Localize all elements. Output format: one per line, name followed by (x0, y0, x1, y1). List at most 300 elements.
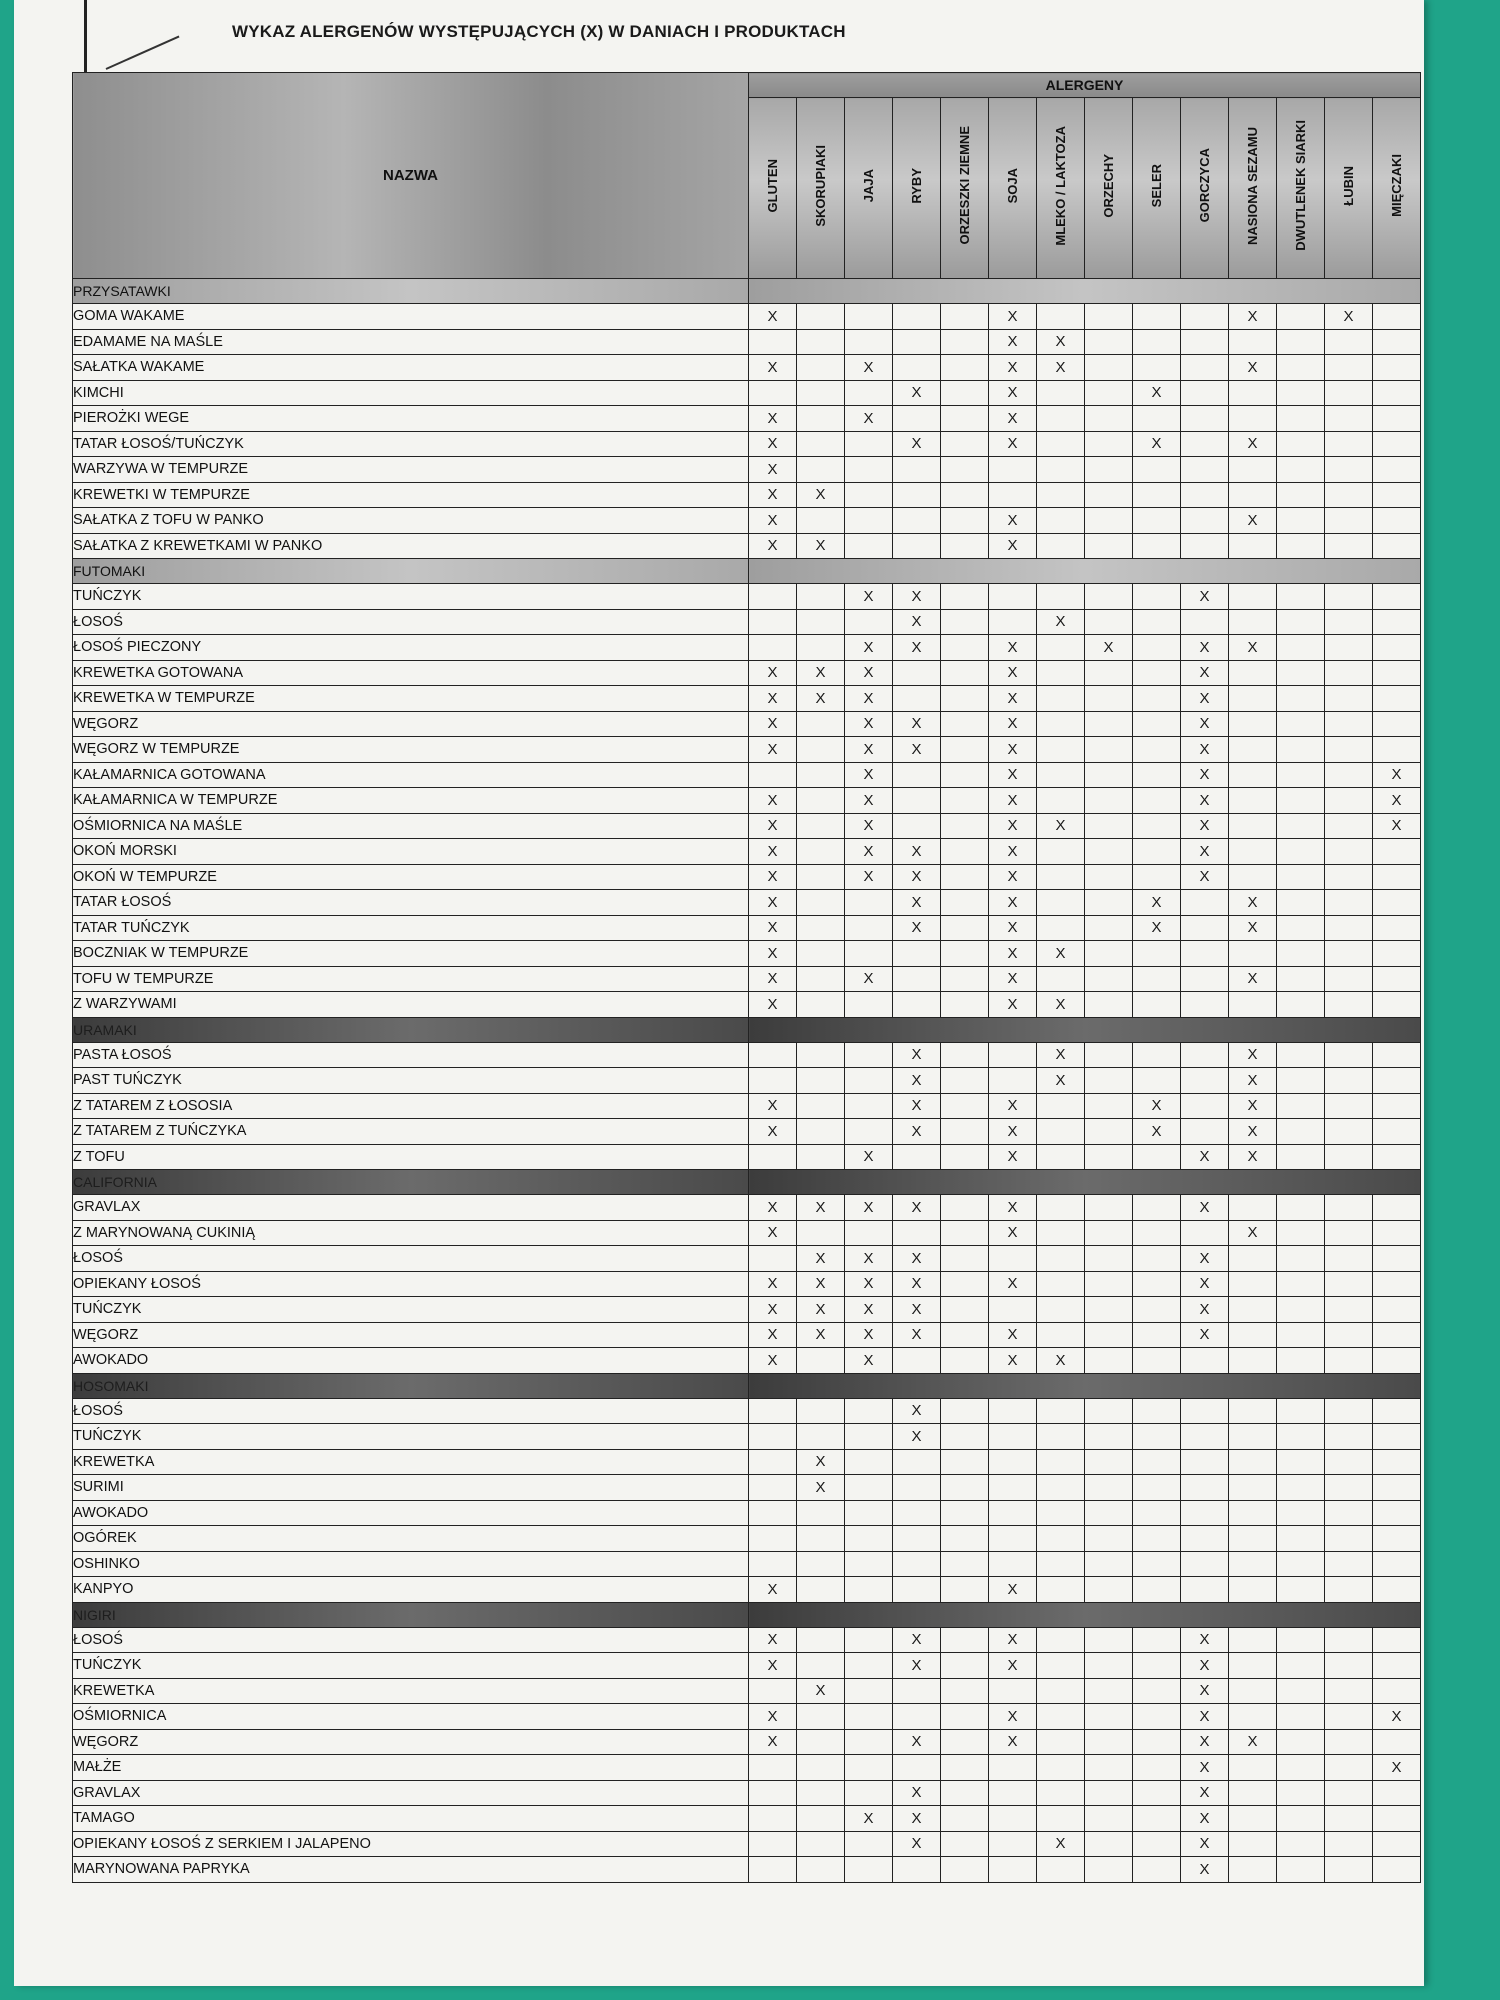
allergen-cell (893, 533, 941, 559)
allergen-cell (1373, 890, 1421, 916)
allergen-cell (1181, 1526, 1229, 1552)
allergen-cell: X (845, 1271, 893, 1297)
allergen-cell (797, 609, 845, 635)
allergen-cell (1085, 992, 1133, 1018)
allergen-cell: X (1181, 1729, 1229, 1755)
allergen-cell: X (749, 304, 797, 330)
allergen-cell (749, 1042, 797, 1068)
allergen-cell (1085, 584, 1133, 610)
allergen-cell (1277, 1755, 1325, 1781)
table-row (73, 304, 1421, 330)
table-row (73, 1755, 1421, 1781)
allergen-cell: X (1229, 915, 1277, 941)
allergen-cell (1373, 1348, 1421, 1374)
allergen-cell (797, 737, 845, 763)
table-row (73, 1678, 1421, 1704)
allergen-cell (941, 1551, 989, 1577)
allergen-cell: X (989, 711, 1037, 737)
allergen-cell (1229, 1678, 1277, 1704)
allergen-cell (1181, 890, 1229, 916)
allergen-cell (749, 1144, 797, 1170)
allergen-cell: X (893, 1780, 941, 1806)
allergen-cell (1373, 457, 1421, 483)
table-row (73, 1144, 1421, 1170)
allergen-cell (797, 1831, 845, 1857)
allergen-cell: X (989, 915, 1037, 941)
allergen-cell (941, 1475, 989, 1501)
allergen-cell (1181, 1042, 1229, 1068)
allergen-cell: X (749, 1577, 797, 1603)
allergen-cell (797, 1577, 845, 1603)
allergen-cell (749, 1068, 797, 1094)
allergen-cell (1181, 941, 1229, 967)
table-row (73, 584, 1421, 610)
allergen-cell: X (1181, 1322, 1229, 1348)
allergen-cell: X (893, 1627, 941, 1653)
allergen-cell: X (989, 686, 1037, 712)
allergen-cell: X (845, 737, 893, 763)
allergen-cell (1277, 1551, 1325, 1577)
allergen-cell (845, 1627, 893, 1653)
dish-name: Z TATAREM Z ŁOSOSIA (73, 1093, 749, 1119)
table-row (73, 992, 1421, 1018)
allergen-column-label: NASIONA SEZAMU (1245, 126, 1260, 245)
allergen-cell: X (845, 813, 893, 839)
allergen-cell (1277, 890, 1325, 916)
allergen-cell (1037, 1551, 1085, 1577)
allergen-cell: X (1133, 431, 1181, 457)
allergen-cell (989, 1678, 1037, 1704)
allergen-cell: X (845, 1195, 893, 1221)
allergen-cell (1229, 1526, 1277, 1552)
allergen-cell (1085, 1857, 1133, 1883)
allergen-cell (941, 1678, 989, 1704)
allergen-cell: X (797, 482, 845, 508)
dish-name: TAMAGO (73, 1806, 749, 1832)
allergen-cell: X (1181, 1246, 1229, 1272)
allergen-cell: X (749, 1220, 797, 1246)
allergen-cell: X (1037, 1831, 1085, 1857)
allergen-cell (1181, 329, 1229, 355)
table-row (73, 890, 1421, 916)
allergen-cell: X (989, 1348, 1037, 1374)
allergen-cell (1085, 711, 1133, 737)
allergen-cell (893, 1526, 941, 1552)
allergen-cell (1277, 1297, 1325, 1323)
allergen-cell (1133, 1526, 1181, 1552)
section-header-row (73, 1602, 1421, 1627)
allergen-cell (989, 1424, 1037, 1450)
allergen-cell (1085, 864, 1133, 890)
allergen-cell (1373, 584, 1421, 610)
allergen-cell: X (893, 431, 941, 457)
allergen-cell (1085, 1653, 1133, 1679)
allergen-cell (1325, 864, 1373, 890)
allergen-cell (1133, 686, 1181, 712)
allergen-cell (1229, 788, 1277, 814)
allergen-cell: X (893, 1297, 941, 1323)
allergen-cell (845, 1093, 893, 1119)
allergen-cell (797, 584, 845, 610)
section-title: HOSOMAKI (73, 1373, 749, 1398)
allergen-cell (941, 737, 989, 763)
allergen-cell (989, 1398, 1037, 1424)
allergen-cell (1373, 1653, 1421, 1679)
allergen-cell: X (989, 1653, 1037, 1679)
section-header-row (73, 1017, 1421, 1042)
allergen-cell (797, 966, 845, 992)
allergen-cell (1277, 788, 1325, 814)
allergen-cell: X (893, 1093, 941, 1119)
allergen-cell (1181, 533, 1229, 559)
allergen-cell (1229, 1271, 1277, 1297)
allergen-column-label: ŁUBIN (1341, 165, 1356, 206)
allergen-cell (941, 1627, 989, 1653)
allergen-cell: X (749, 915, 797, 941)
allergen-cell (1325, 1322, 1373, 1348)
allergen-cell (1085, 1678, 1133, 1704)
allergen-cell (893, 482, 941, 508)
allergen-column-label: ORZESZKI ZIEMNE (957, 126, 972, 245)
allergen-cell: X (989, 355, 1037, 381)
allergen-cell (1229, 992, 1277, 1018)
allergen-cell (1325, 1806, 1373, 1832)
table-row (73, 1500, 1421, 1526)
dish-name: WARZYWA W TEMPURZE (73, 457, 749, 483)
allergen-cell: X (1181, 1704, 1229, 1730)
allergen-cell (1085, 660, 1133, 686)
allergen-cell (1229, 1322, 1277, 1348)
allergen-cell (1325, 508, 1373, 534)
allergen-cell (1133, 813, 1181, 839)
allergen-cell (941, 380, 989, 406)
allergen-cell (1325, 482, 1373, 508)
allergen-cell: X (1085, 635, 1133, 661)
allergen-cell: X (749, 711, 797, 737)
table-row (73, 1704, 1421, 1730)
allergen-cell (1085, 406, 1133, 432)
allergen-cell (941, 686, 989, 712)
allergen-cell: X (749, 1093, 797, 1119)
allergen-cell (1085, 1424, 1133, 1450)
allergen-cell (1277, 329, 1325, 355)
allergen-cell (1133, 457, 1181, 483)
allergen-cell (1133, 584, 1181, 610)
allergen-cell (941, 1398, 989, 1424)
allergen-cell (1325, 992, 1373, 1018)
allergen-cell: X (1133, 915, 1181, 941)
allergen-cell (797, 1857, 845, 1883)
allergen-column-label: JAJA (861, 168, 876, 203)
allergen-cell: X (749, 508, 797, 534)
dish-name: Z WARZYWAMI (73, 992, 749, 1018)
allergen-cell: X (989, 1220, 1037, 1246)
allergen-cell (1325, 1475, 1373, 1501)
allergen-cell (797, 329, 845, 355)
allergen-cell (941, 1271, 989, 1297)
dish-name: TUŃCZYK (73, 1424, 749, 1450)
allergen-cell (1085, 813, 1133, 839)
allergen-cell (1085, 482, 1133, 508)
allergen-cell (1229, 1704, 1277, 1730)
allergen-cell: X (749, 737, 797, 763)
allergen-cell (893, 941, 941, 967)
dish-name: SAŁATKA Z TOFU W PANKO (73, 508, 749, 534)
dish-name: WĘGORZ (73, 711, 749, 737)
allergen-cell (1229, 457, 1277, 483)
table-row (73, 941, 1421, 967)
allergen-cell (1085, 1322, 1133, 1348)
allergen-cell: X (1373, 1704, 1421, 1730)
table-row (73, 609, 1421, 635)
allergen-cell (1229, 1348, 1277, 1374)
allergen-cell (845, 1678, 893, 1704)
allergen-cell (941, 941, 989, 967)
allergen-cell (1325, 1348, 1373, 1374)
allergen-cell (1325, 1246, 1373, 1272)
allergen-cell (845, 431, 893, 457)
allergen-cell (1373, 992, 1421, 1018)
allergen-cell (1133, 1271, 1181, 1297)
allergen-cell (749, 584, 797, 610)
allergen-cell: X (1037, 1348, 1085, 1374)
allergen-column-label: GLUTEN (765, 158, 780, 213)
table-row (73, 1322, 1421, 1348)
allergen-cell (797, 992, 845, 1018)
allergen-cell (1229, 1780, 1277, 1806)
allergen-column-label: RYBY (909, 167, 924, 204)
allergen-cell (1373, 1246, 1421, 1272)
allergen-cell: X (797, 1449, 845, 1475)
allergen-cell (941, 1042, 989, 1068)
allergen-cell (1325, 1093, 1373, 1119)
allergen-cell (797, 1551, 845, 1577)
allergen-cell (797, 1348, 845, 1374)
allergen-cell (1325, 1857, 1373, 1883)
allergen-cell (1037, 839, 1085, 865)
allergen-cell (1229, 1475, 1277, 1501)
dish-name: WĘGORZ (73, 1322, 749, 1348)
allergen-cell (1373, 1729, 1421, 1755)
allergen-cell: X (749, 890, 797, 916)
allergen-cell (1037, 890, 1085, 916)
table-row (73, 864, 1421, 890)
allergen-cell (1277, 1526, 1325, 1552)
allergen-cell (1133, 1068, 1181, 1094)
allergen-cell (1133, 329, 1181, 355)
allergen-cell: X (1229, 1093, 1277, 1119)
allergen-cell (1037, 737, 1085, 763)
pen-mark (106, 36, 180, 70)
allergen-cell (941, 1831, 989, 1857)
allergen-cell (1373, 1271, 1421, 1297)
allergen-cell (1037, 1627, 1085, 1653)
allergen-cell (1037, 1119, 1085, 1145)
allergen-cell (941, 1246, 989, 1272)
allergen-cell (1373, 431, 1421, 457)
section-header-fill (749, 1373, 1421, 1398)
allergen-cell (1085, 609, 1133, 635)
allergen-cell (1325, 1704, 1373, 1730)
allergen-cell (1037, 1857, 1085, 1883)
allergen-cell (1133, 737, 1181, 763)
allergen-cell (1229, 1577, 1277, 1603)
allergen-cell: X (989, 533, 1037, 559)
allergen-cell (989, 1806, 1037, 1832)
allergen-cell: X (1181, 762, 1229, 788)
allergen-cell (941, 1653, 989, 1679)
allergen-cell (1085, 1398, 1133, 1424)
allergen-cell (797, 355, 845, 381)
allergen-cell (1277, 1704, 1325, 1730)
dish-name: OŚMIORNICA (73, 1704, 749, 1730)
allergen-cell (1085, 1119, 1133, 1145)
allergen-cell (1277, 457, 1325, 483)
allergen-cell: X (989, 941, 1037, 967)
allergen-cell (1037, 1246, 1085, 1272)
allergen-column-label: ORZECHY (1101, 153, 1116, 218)
allergen-cell (1277, 508, 1325, 534)
table-row (73, 1831, 1421, 1857)
allergen-cell (941, 1424, 989, 1450)
allergen-cell (1325, 915, 1373, 941)
allergen-cell (941, 1068, 989, 1094)
allergen-column-label: MIĘCZAKI (1389, 154, 1404, 217)
dish-name: AWOKADO (73, 1500, 749, 1526)
allergen-cell: X (989, 737, 1037, 763)
allergen-cell (1373, 1678, 1421, 1704)
allergen-cell (1277, 1398, 1325, 1424)
table-row (73, 406, 1421, 432)
allergen-cell (797, 839, 845, 865)
allergen-cell: X (1181, 737, 1229, 763)
allergen-cell (893, 304, 941, 330)
section-header-fill (749, 279, 1421, 304)
allergen-cell (1181, 609, 1229, 635)
allergen-cell (845, 890, 893, 916)
allergen-cell (1085, 1729, 1133, 1755)
allergen-cell (1229, 1653, 1277, 1679)
allergen-cell (989, 1500, 1037, 1526)
allergen-cell: X (845, 686, 893, 712)
allergen-cell (845, 1526, 893, 1552)
allergen-cell (1133, 966, 1181, 992)
allergen-cell: X (797, 686, 845, 712)
allergen-cell: X (1181, 1678, 1229, 1704)
allergen-cell: X (797, 1297, 845, 1323)
allergen-cell (1133, 1322, 1181, 1348)
table-row (73, 533, 1421, 559)
allergen-cell (1085, 1297, 1133, 1323)
allergen-cell (941, 1322, 989, 1348)
allergen-cell (1085, 1068, 1133, 1094)
allergen-cell: X (1133, 380, 1181, 406)
allergen-cell (1373, 711, 1421, 737)
allergen-cell: X (1181, 788, 1229, 814)
allergen-cell (1373, 1627, 1421, 1653)
allergen-cell: X (1229, 304, 1277, 330)
allergen-cell (941, 711, 989, 737)
allergen-cell: X (845, 864, 893, 890)
allergen-cell (1037, 1755, 1085, 1781)
allergen-cell (797, 1653, 845, 1679)
table-row (73, 508, 1421, 534)
table-row (73, 1297, 1421, 1323)
allergen-cell (797, 508, 845, 534)
dish-name: Z TATAREM Z TUŃCZYKA (73, 1119, 749, 1145)
allergen-column-label: SKORUPIAKI (813, 144, 828, 227)
allergen-cell (1325, 1627, 1373, 1653)
allergen-cell (1277, 1653, 1325, 1679)
allergen-cell (845, 1500, 893, 1526)
allergen-cell (893, 1551, 941, 1577)
allergen-cell (893, 1144, 941, 1170)
allergen-cell: X (845, 1806, 893, 1832)
allergen-cell (1181, 1119, 1229, 1145)
allergen-cell (845, 1755, 893, 1781)
allergen-cell (1133, 1246, 1181, 1272)
table-row (73, 431, 1421, 457)
allergen-cell: X (1229, 1042, 1277, 1068)
allergen-cell (1133, 1042, 1181, 1068)
allergen-cell (1229, 1297, 1277, 1323)
allergen-cell (1181, 1475, 1229, 1501)
allergen-cell: X (989, 329, 1037, 355)
allergen-cell (1085, 533, 1133, 559)
allergen-cell (1085, 737, 1133, 763)
dish-name: TATAR TUŃCZYK (73, 915, 749, 941)
allergen-cell (1277, 1475, 1325, 1501)
allergen-cell (1277, 584, 1325, 610)
allergen-cell (797, 762, 845, 788)
allergen-cell: X (989, 992, 1037, 1018)
allergen-cell (1037, 457, 1085, 483)
allergen-cell (1373, 1806, 1421, 1832)
allergen-cell: X (893, 584, 941, 610)
allergen-cell (941, 788, 989, 814)
allergen-cell (749, 1449, 797, 1475)
allergen-cell (1037, 686, 1085, 712)
allergen-cell (941, 1729, 989, 1755)
allergen-cell (1037, 380, 1085, 406)
allergen-column-label: DWUTLENEK SIARKI (1293, 120, 1308, 251)
section-header-fill (749, 1170, 1421, 1195)
dish-name: ŁOSOŚ (73, 1246, 749, 1272)
allergen-cell (1325, 1195, 1373, 1221)
allergen-cell (1325, 1144, 1373, 1170)
allergen-cell (1277, 533, 1325, 559)
allergen-cell (845, 1449, 893, 1475)
section-title: PRZYSATAWKI (73, 279, 749, 304)
allergen-cell (1133, 1627, 1181, 1653)
allergen-cell: X (845, 1144, 893, 1170)
allergen-cell: X (1229, 1144, 1277, 1170)
allergen-cell: X (1181, 660, 1229, 686)
allergen-cell (893, 329, 941, 355)
allergen-cell (1085, 457, 1133, 483)
allergen-cell (1037, 482, 1085, 508)
allergen-cell: X (845, 355, 893, 381)
allergen-cell (989, 1246, 1037, 1272)
allergen-cell (941, 1857, 989, 1883)
allergen-cell: X (749, 660, 797, 686)
allergen-cell: X (749, 686, 797, 712)
dish-name: ŁOSOŚ (73, 1398, 749, 1424)
allergen-cell: X (749, 482, 797, 508)
allergen-cell (1133, 406, 1181, 432)
dish-name: TATAR ŁOSOŚ (73, 890, 749, 916)
dish-name: TATAR ŁOSOŚ/TUŃCZYK (73, 431, 749, 457)
